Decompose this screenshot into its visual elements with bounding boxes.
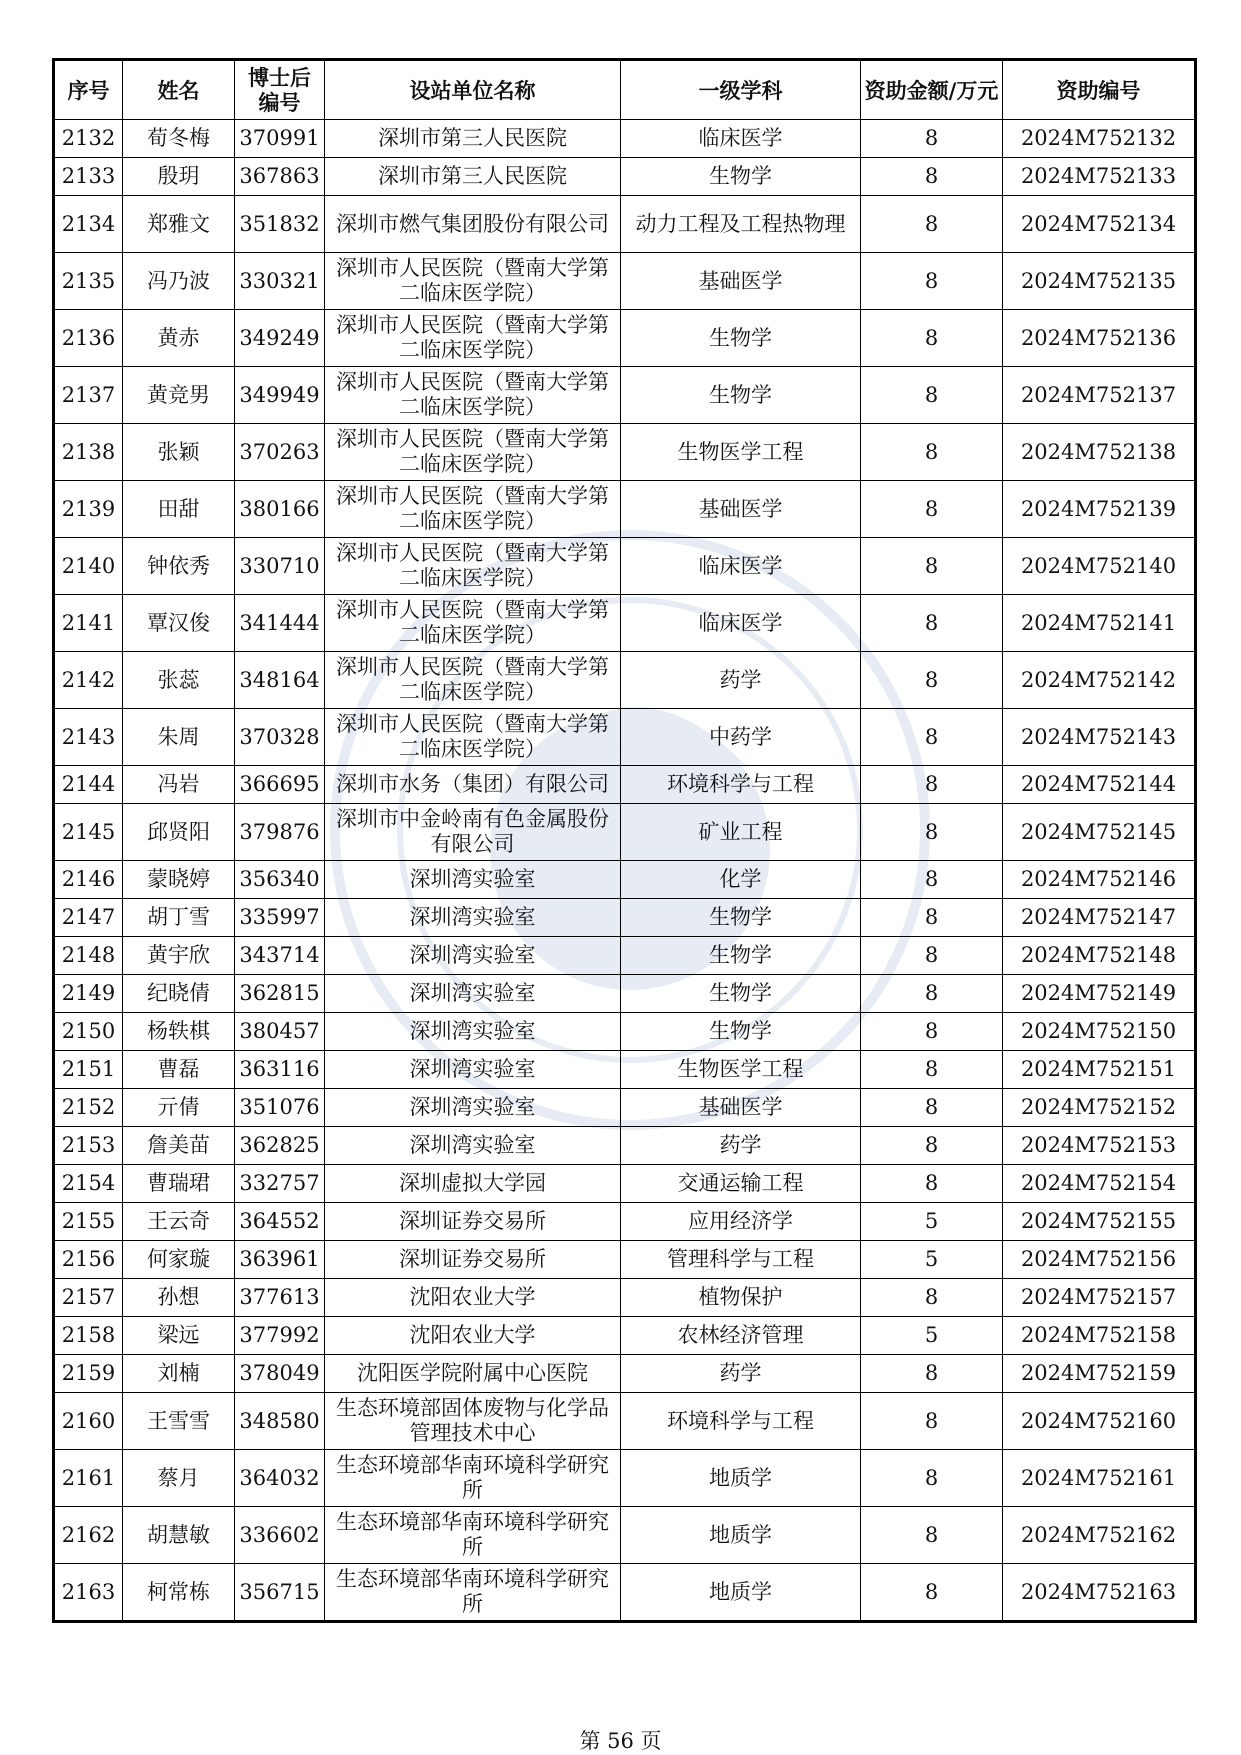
cell-code: 2024M752141 bbox=[1003, 595, 1196, 652]
cell-amount: 8 bbox=[861, 899, 1003, 937]
cell-amount: 8 bbox=[861, 367, 1003, 424]
cell-no: 2140 bbox=[54, 538, 123, 595]
cell-pid: 356340 bbox=[235, 861, 325, 899]
cell-code: 2024M752144 bbox=[1003, 766, 1196, 804]
cell-name: 朱周 bbox=[123, 709, 235, 766]
cell-amount: 5 bbox=[861, 1241, 1003, 1279]
cell-name: 何家璇 bbox=[123, 1241, 235, 1279]
cell-code: 2024M752137 bbox=[1003, 367, 1196, 424]
cell-name: 王雪雪 bbox=[123, 1393, 235, 1450]
cell-unit: 深圳市第三人民医院 bbox=[325, 120, 621, 158]
cell-unit: 生态环境部华南环境科学研究所 bbox=[325, 1507, 621, 1564]
cell-pid: 348164 bbox=[235, 652, 325, 709]
cell-pid: 377613 bbox=[235, 1279, 325, 1317]
table-row bbox=[54, 310, 1196, 367]
cell-subject: 基础医学 bbox=[621, 481, 861, 538]
cell-amount: 8 bbox=[861, 253, 1003, 310]
cell-unit: 深圳市人民医院（暨南大学第二临床医学院） bbox=[325, 595, 621, 652]
cell-name: 曹磊 bbox=[123, 1051, 235, 1089]
cell-amount: 8 bbox=[861, 158, 1003, 196]
table-row bbox=[54, 1355, 1196, 1393]
funding-table bbox=[52, 58, 1197, 1623]
cell-unit: 深圳市人民医院（暨南大学第二临床医学院） bbox=[325, 424, 621, 481]
table-row bbox=[54, 538, 1196, 595]
cell-amount: 8 bbox=[861, 538, 1003, 595]
table-row bbox=[54, 196, 1196, 253]
cell-name: 纪晓倩 bbox=[123, 975, 235, 1013]
cell-code: 2024M752138 bbox=[1003, 424, 1196, 481]
cell-name: 田甜 bbox=[123, 481, 235, 538]
cell-unit: 生态环境部固体废物与化学品管理技术中心 bbox=[325, 1393, 621, 1450]
table-row bbox=[54, 253, 1196, 310]
header-cell: 博士后编号 bbox=[235, 60, 325, 120]
cell-unit: 沈阳农业大学 bbox=[325, 1279, 621, 1317]
cell-pid: 362825 bbox=[235, 1127, 325, 1165]
cell-name: 张颖 bbox=[123, 424, 235, 481]
table-row bbox=[54, 595, 1196, 652]
cell-unit: 沈阳医学院附属中心医院 bbox=[325, 1355, 621, 1393]
cell-subject: 药学 bbox=[621, 652, 861, 709]
cell-pid: 351832 bbox=[235, 196, 325, 253]
cell-code: 2024M752142 bbox=[1003, 652, 1196, 709]
cell-subject: 交通运输工程 bbox=[621, 1165, 861, 1203]
cell-name: 蒙晓婷 bbox=[123, 861, 235, 899]
cell-code: 2024M752154 bbox=[1003, 1165, 1196, 1203]
cell-no: 2144 bbox=[54, 766, 123, 804]
cell-pid: 343714 bbox=[235, 937, 325, 975]
cell-name: 王云奇 bbox=[123, 1203, 235, 1241]
cell-unit: 深圳湾实验室 bbox=[325, 937, 621, 975]
cell-amount: 8 bbox=[861, 424, 1003, 481]
cell-subject: 临床医学 bbox=[621, 538, 861, 595]
cell-amount: 8 bbox=[861, 1089, 1003, 1127]
cell-pid: 380457 bbox=[235, 1013, 325, 1051]
cell-amount: 8 bbox=[861, 1507, 1003, 1564]
cell-pid: 380166 bbox=[235, 481, 325, 538]
cell-pid: 362815 bbox=[235, 975, 325, 1013]
table-row bbox=[54, 899, 1196, 937]
cell-no: 2137 bbox=[54, 367, 123, 424]
table-row bbox=[54, 975, 1196, 1013]
cell-pid: 349949 bbox=[235, 367, 325, 424]
cell-no: 2162 bbox=[54, 1507, 123, 1564]
cell-no: 2158 bbox=[54, 1317, 123, 1355]
cell-pid: 348580 bbox=[235, 1393, 325, 1450]
table-row bbox=[54, 1127, 1196, 1165]
table-row bbox=[54, 1507, 1196, 1564]
cell-subject: 药学 bbox=[621, 1355, 861, 1393]
cell-code: 2024M752149 bbox=[1003, 975, 1196, 1013]
cell-no: 2148 bbox=[54, 937, 123, 975]
cell-no: 2161 bbox=[54, 1450, 123, 1507]
cell-code: 2024M752157 bbox=[1003, 1279, 1196, 1317]
cell-amount: 5 bbox=[861, 1203, 1003, 1241]
cell-unit: 深圳湾实验室 bbox=[325, 1127, 621, 1165]
cell-no: 2154 bbox=[54, 1165, 123, 1203]
cell-subject: 环境科学与工程 bbox=[621, 1393, 861, 1450]
cell-subject: 药学 bbox=[621, 1127, 861, 1165]
cell-pid: 341444 bbox=[235, 595, 325, 652]
cell-amount: 8 bbox=[861, 1013, 1003, 1051]
cell-amount: 8 bbox=[861, 1450, 1003, 1507]
cell-amount: 8 bbox=[861, 975, 1003, 1013]
cell-name: 孙想 bbox=[123, 1279, 235, 1317]
cell-unit: 深圳湾实验室 bbox=[325, 1013, 621, 1051]
cell-subject: 生物学 bbox=[621, 975, 861, 1013]
cell-unit: 深圳湾实验室 bbox=[325, 1051, 621, 1089]
cell-pid: 363116 bbox=[235, 1051, 325, 1089]
cell-pid: 370991 bbox=[235, 120, 325, 158]
cell-pid: 378049 bbox=[235, 1355, 325, 1393]
cell-unit: 深圳湾实验室 bbox=[325, 1089, 621, 1127]
cell-code: 2024M752135 bbox=[1003, 253, 1196, 310]
table-row bbox=[54, 1051, 1196, 1089]
cell-subject: 生物学 bbox=[621, 310, 861, 367]
cell-name: 邱贤阳 bbox=[123, 804, 235, 861]
cell-code: 2024M752152 bbox=[1003, 1089, 1196, 1127]
table-row bbox=[54, 937, 1196, 975]
cell-unit: 深圳证券交易所 bbox=[325, 1203, 621, 1241]
cell-subject: 动力工程及工程热物理 bbox=[621, 196, 861, 253]
cell-no: 2149 bbox=[54, 975, 123, 1013]
cell-pid: 330321 bbox=[235, 253, 325, 310]
cell-amount: 8 bbox=[861, 196, 1003, 253]
cell-subject: 环境科学与工程 bbox=[621, 766, 861, 804]
cell-pid: 356715 bbox=[235, 1564, 325, 1622]
cell-code: 2024M752153 bbox=[1003, 1127, 1196, 1165]
cell-name: 张蕊 bbox=[123, 652, 235, 709]
cell-no: 2155 bbox=[54, 1203, 123, 1241]
cell-code: 2024M752158 bbox=[1003, 1317, 1196, 1355]
cell-subject: 地质学 bbox=[621, 1507, 861, 1564]
cell-amount: 8 bbox=[861, 709, 1003, 766]
cell-pid: 377992 bbox=[235, 1317, 325, 1355]
table-row bbox=[54, 709, 1196, 766]
table-row bbox=[54, 1279, 1196, 1317]
cell-amount: 8 bbox=[861, 1393, 1003, 1450]
cell-no: 2152 bbox=[54, 1089, 123, 1127]
cell-no: 2136 bbox=[54, 310, 123, 367]
cell-code: 2024M752146 bbox=[1003, 861, 1196, 899]
cell-amount: 8 bbox=[861, 1564, 1003, 1622]
cell-pid: 332757 bbox=[235, 1165, 325, 1203]
cell-amount: 8 bbox=[861, 1127, 1003, 1165]
cell-no: 2138 bbox=[54, 424, 123, 481]
cell-unit: 深圳虚拟大学园 bbox=[325, 1165, 621, 1203]
cell-amount: 8 bbox=[861, 481, 1003, 538]
cell-name: 覃汉俊 bbox=[123, 595, 235, 652]
cell-pid: 379876 bbox=[235, 804, 325, 861]
cell-subject: 生物医学工程 bbox=[621, 1051, 861, 1089]
cell-subject: 地质学 bbox=[621, 1564, 861, 1622]
cell-unit: 深圳证券交易所 bbox=[325, 1241, 621, 1279]
cell-amount: 8 bbox=[861, 120, 1003, 158]
cell-unit: 深圳湾实验室 bbox=[325, 899, 621, 937]
cell-pid: 370263 bbox=[235, 424, 325, 481]
cell-no: 2134 bbox=[54, 196, 123, 253]
cell-no: 2163 bbox=[54, 1564, 123, 1622]
table-row bbox=[54, 804, 1196, 861]
cell-unit: 深圳市水务（集团）有限公司 bbox=[325, 766, 621, 804]
cell-pid: 364552 bbox=[235, 1203, 325, 1241]
cell-code: 2024M752156 bbox=[1003, 1241, 1196, 1279]
table-row bbox=[54, 1564, 1196, 1622]
cell-name: 荀冬梅 bbox=[123, 120, 235, 158]
cell-code: 2024M752143 bbox=[1003, 709, 1196, 766]
cell-code: 2024M752139 bbox=[1003, 481, 1196, 538]
cell-subject: 植物保护 bbox=[621, 1279, 861, 1317]
cell-subject: 临床医学 bbox=[621, 595, 861, 652]
cell-unit: 生态环境部华南环境科学研究所 bbox=[325, 1450, 621, 1507]
cell-pid: 335997 bbox=[235, 899, 325, 937]
cell-unit: 深圳市燃气集团股份有限公司 bbox=[325, 196, 621, 253]
cell-no: 2142 bbox=[54, 652, 123, 709]
cell-unit: 深圳市中金岭南有色金属股份有限公司 bbox=[325, 804, 621, 861]
cell-code: 2024M752160 bbox=[1003, 1393, 1196, 1450]
cell-subject: 基础医学 bbox=[621, 1089, 861, 1127]
table-row bbox=[54, 158, 1196, 196]
cell-code: 2024M752161 bbox=[1003, 1450, 1196, 1507]
table-row bbox=[54, 481, 1196, 538]
cell-no: 2141 bbox=[54, 595, 123, 652]
cell-pid: 336602 bbox=[235, 1507, 325, 1564]
cell-code: 2024M752136 bbox=[1003, 310, 1196, 367]
cell-unit: 深圳湾实验室 bbox=[325, 975, 621, 1013]
cell-unit: 生态环境部华南环境科学研究所 bbox=[325, 1564, 621, 1622]
cell-no: 2145 bbox=[54, 804, 123, 861]
cell-code: 2024M752163 bbox=[1003, 1564, 1196, 1622]
cell-name: 冯岩 bbox=[123, 766, 235, 804]
cell-pid: 363961 bbox=[235, 1241, 325, 1279]
cell-no: 2139 bbox=[54, 481, 123, 538]
cell-no: 2147 bbox=[54, 899, 123, 937]
cell-subject: 临床医学 bbox=[621, 120, 861, 158]
cell-amount: 8 bbox=[861, 310, 1003, 367]
cell-name: 曹瑞珺 bbox=[123, 1165, 235, 1203]
cell-no: 2157 bbox=[54, 1279, 123, 1317]
cell-unit: 深圳市人民医院（暨南大学第二临床医学院） bbox=[325, 709, 621, 766]
table-row bbox=[54, 1089, 1196, 1127]
cell-pid: 349249 bbox=[235, 310, 325, 367]
cell-amount: 8 bbox=[861, 1051, 1003, 1089]
cell-code: 2024M752132 bbox=[1003, 120, 1196, 158]
cell-amount: 8 bbox=[861, 766, 1003, 804]
cell-code: 2024M752150 bbox=[1003, 1013, 1196, 1051]
page-number: 第 56 页 bbox=[579, 1729, 662, 1753]
cell-amount: 8 bbox=[861, 1165, 1003, 1203]
cell-no: 2156 bbox=[54, 1241, 123, 1279]
cell-amount: 8 bbox=[861, 804, 1003, 861]
cell-unit: 深圳市人民医院（暨南大学第二临床医学院） bbox=[325, 367, 621, 424]
header-cell: 资助编号 bbox=[1003, 60, 1196, 120]
cell-subject: 生物学 bbox=[621, 367, 861, 424]
cell-unit: 深圳市人民医院（暨南大学第二临床医学院） bbox=[325, 481, 621, 538]
table-row bbox=[54, 1317, 1196, 1355]
cell-unit: 深圳湾实验室 bbox=[325, 861, 621, 899]
header-cell: 设站单位名称 bbox=[325, 60, 621, 120]
cell-code: 2024M752148 bbox=[1003, 937, 1196, 975]
cell-code: 2024M752134 bbox=[1003, 196, 1196, 253]
header-cell: 姓名 bbox=[123, 60, 235, 120]
cell-pid: 367863 bbox=[235, 158, 325, 196]
cell-name: 蔡月 bbox=[123, 1450, 235, 1507]
cell-name: 柯常栋 bbox=[123, 1564, 235, 1622]
cell-unit: 深圳市人民医院（暨南大学第二临床医学院） bbox=[325, 253, 621, 310]
cell-unit: 深圳市人民医院（暨南大学第二临床医学院） bbox=[325, 538, 621, 595]
cell-code: 2024M752133 bbox=[1003, 158, 1196, 196]
cell-no: 2159 bbox=[54, 1355, 123, 1393]
cell-name: 冯乃波 bbox=[123, 253, 235, 310]
cell-amount: 8 bbox=[861, 1355, 1003, 1393]
cell-name: 黄赤 bbox=[123, 310, 235, 367]
cell-name: 黄宇欣 bbox=[123, 937, 235, 975]
cell-amount: 5 bbox=[861, 1317, 1003, 1355]
cell-pid: 364032 bbox=[235, 1450, 325, 1507]
cell-no: 2135 bbox=[54, 253, 123, 310]
table-row bbox=[54, 1450, 1196, 1507]
cell-amount: 8 bbox=[861, 652, 1003, 709]
cell-name: 詹美苗 bbox=[123, 1127, 235, 1165]
cell-amount: 8 bbox=[861, 937, 1003, 975]
cell-name: 杨轶棋 bbox=[123, 1013, 235, 1051]
cell-no: 2133 bbox=[54, 158, 123, 196]
cell-no: 2153 bbox=[54, 1127, 123, 1165]
table-row bbox=[54, 1393, 1196, 1450]
cell-pid: 351076 bbox=[235, 1089, 325, 1127]
cell-code: 2024M752155 bbox=[1003, 1203, 1196, 1241]
cell-name: 刘楠 bbox=[123, 1355, 235, 1393]
cell-unit: 深圳市第三人民医院 bbox=[325, 158, 621, 196]
cell-code: 2024M752140 bbox=[1003, 538, 1196, 595]
cell-subject: 应用经济学 bbox=[621, 1203, 861, 1241]
cell-pid: 330710 bbox=[235, 538, 325, 595]
cell-unit: 沈阳农业大学 bbox=[325, 1317, 621, 1355]
header-cell: 资助金额/万元 bbox=[861, 60, 1003, 120]
cell-subject: 化学 bbox=[621, 861, 861, 899]
table-row bbox=[54, 766, 1196, 804]
header-cell: 序号 bbox=[54, 60, 123, 120]
table-row bbox=[54, 120, 1196, 158]
table-row bbox=[54, 1203, 1196, 1241]
table-header-row bbox=[54, 60, 1196, 120]
cell-subject: 地质学 bbox=[621, 1450, 861, 1507]
cell-subject: 生物医学工程 bbox=[621, 424, 861, 481]
table-row bbox=[54, 1013, 1196, 1051]
cell-pid: 370328 bbox=[235, 709, 325, 766]
cell-no: 2151 bbox=[54, 1051, 123, 1089]
cell-code: 2024M752151 bbox=[1003, 1051, 1196, 1089]
cell-code: 2024M752159 bbox=[1003, 1355, 1196, 1393]
cell-subject: 生物学 bbox=[621, 899, 861, 937]
cell-subject: 中药学 bbox=[621, 709, 861, 766]
cell-no: 2160 bbox=[54, 1393, 123, 1450]
table-row bbox=[54, 1165, 1196, 1203]
cell-no: 2150 bbox=[54, 1013, 123, 1051]
cell-unit: 深圳市人民医院（暨南大学第二临床医学院） bbox=[325, 310, 621, 367]
cell-name: 黄竞男 bbox=[123, 367, 235, 424]
cell-subject: 管理科学与工程 bbox=[621, 1241, 861, 1279]
table-row bbox=[54, 367, 1196, 424]
cell-unit: 深圳市人民医院（暨南大学第二临床医学院） bbox=[325, 652, 621, 709]
cell-subject: 矿业工程 bbox=[621, 804, 861, 861]
cell-name: 钟依秀 bbox=[123, 538, 235, 595]
header-cell: 一级学科 bbox=[621, 60, 861, 120]
cell-name: 梁远 bbox=[123, 1317, 235, 1355]
cell-name: 殷玥 bbox=[123, 158, 235, 196]
cell-amount: 8 bbox=[861, 861, 1003, 899]
table-row bbox=[54, 861, 1196, 899]
cell-no: 2143 bbox=[54, 709, 123, 766]
table-row bbox=[54, 652, 1196, 709]
cell-code: 2024M752147 bbox=[1003, 899, 1196, 937]
cell-name: 胡丁雪 bbox=[123, 899, 235, 937]
cell-name: 亓倩 bbox=[123, 1089, 235, 1127]
cell-subject: 农林经济管理 bbox=[621, 1317, 861, 1355]
cell-subject: 基础医学 bbox=[621, 253, 861, 310]
cell-name: 胡慧敏 bbox=[123, 1507, 235, 1564]
cell-name: 郑雅文 bbox=[123, 196, 235, 253]
cell-no: 2132 bbox=[54, 120, 123, 158]
cell-amount: 8 bbox=[861, 1279, 1003, 1317]
cell-code: 2024M752162 bbox=[1003, 1507, 1196, 1564]
cell-subject: 生物学 bbox=[621, 1013, 861, 1051]
cell-subject: 生物学 bbox=[621, 158, 861, 196]
cell-pid: 366695 bbox=[235, 766, 325, 804]
table-row bbox=[54, 1241, 1196, 1279]
cell-subject: 生物学 bbox=[621, 937, 861, 975]
table-row bbox=[54, 424, 1196, 481]
cell-no: 2146 bbox=[54, 861, 123, 899]
cell-amount: 8 bbox=[861, 595, 1003, 652]
cell-code: 2024M752145 bbox=[1003, 804, 1196, 861]
